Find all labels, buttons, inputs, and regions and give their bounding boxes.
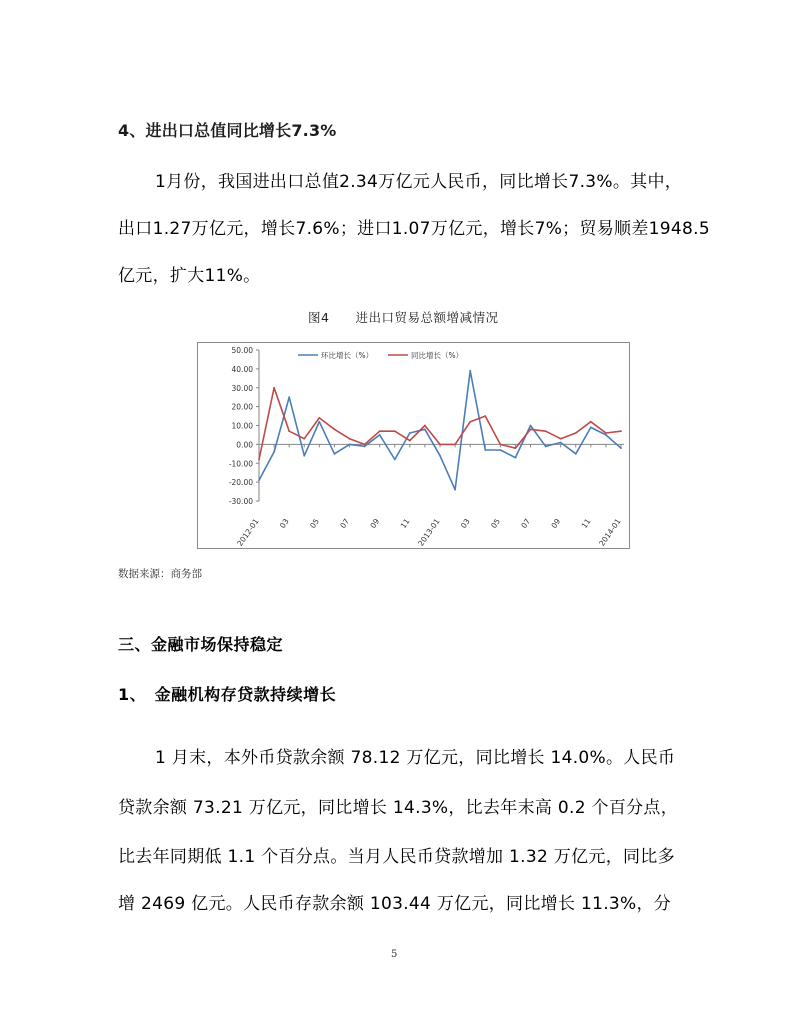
paragraph-line: 1 月末，本外币贷款余额 78.12 万亿元，同比增长 14.0%。人民币 <box>155 748 676 768</box>
data-point <box>575 453 577 455</box>
data-point <box>530 428 532 430</box>
y-tick-label: -30.00 <box>228 497 253 506</box>
data-point <box>303 438 305 440</box>
sub-heading-deposits-loans: 1、 金融机构存贷款持续增长 <box>118 685 337 704</box>
data-point <box>379 434 381 436</box>
data-point <box>454 443 456 445</box>
data-point <box>409 440 411 442</box>
data-point <box>258 459 260 461</box>
data-point <box>379 430 381 432</box>
data-point <box>258 479 260 481</box>
data-point <box>590 426 592 428</box>
x-tick-label: 05 <box>489 516 502 530</box>
y-tick-label: 50.00 <box>231 346 253 355</box>
paragraph-line: 增 2469 亿元。人民币存款余额 103.44 万亿元，同比增长 11.3%，分 <box>118 894 672 914</box>
y-tick-label: 40.00 <box>231 364 253 374</box>
x-tick-label: 03 <box>277 516 291 530</box>
data-point <box>288 396 290 398</box>
x-tick-label: 2014-01 <box>597 516 623 548</box>
data-point <box>318 421 320 423</box>
paragraph-line: 比去年同期低 1.1 个百分点。当月人民币贷款增加 1.32 万亿元，同比多 <box>118 847 675 867</box>
y-tick-label: 20.00 <box>231 402 253 412</box>
page-number: 5 <box>391 949 398 960</box>
data-point <box>499 449 501 451</box>
data-point <box>303 455 305 457</box>
x-tick-label: 07 <box>519 516 533 530</box>
data-point <box>394 459 396 461</box>
data-point <box>439 455 441 457</box>
data-point <box>560 442 562 444</box>
section-heading-finance: 三、金融市场保持稳定 <box>118 635 284 654</box>
data-point <box>620 430 622 432</box>
data-point <box>560 438 562 440</box>
data-point <box>394 430 396 432</box>
y-tick-label: 0.00 <box>236 440 253 450</box>
legend-label: 同比增长（%） <box>411 351 464 360</box>
data-point <box>545 430 547 432</box>
data-point <box>334 453 336 455</box>
data-point <box>424 428 426 430</box>
trade-growth-chart <box>198 343 629 548</box>
x-tick-label: 07 <box>338 516 352 530</box>
y-tick-label: 30.00 <box>231 383 253 393</box>
x-tick-label: 09 <box>549 516 563 530</box>
data-point <box>605 434 607 436</box>
x-tick-label: 05 <box>308 516 321 530</box>
data-point <box>439 443 441 445</box>
x-tick-label: 11 <box>398 516 412 530</box>
data-point <box>454 489 456 491</box>
data-point <box>288 430 290 432</box>
x-tick-label: 09 <box>368 516 382 530</box>
x-tick-label: 03 <box>458 516 472 530</box>
legend-label: 环比增长（%） <box>321 351 374 360</box>
data-point <box>469 370 471 372</box>
paragraph-line: 亿元，扩大11%。 <box>118 266 261 286</box>
series-line-1 <box>259 371 621 490</box>
data-point <box>349 443 351 445</box>
data-point <box>620 447 622 449</box>
data-point <box>424 425 426 427</box>
data-point <box>273 451 275 453</box>
data-point <box>515 447 517 449</box>
paragraph-line: 出口1.27万亿元，增长7.6%；进口1.07万亿元，增长7%；贸易顺差1948.5 <box>118 219 710 239</box>
data-point <box>605 432 607 434</box>
x-tick-label: 2013-01 <box>416 516 442 548</box>
data-point <box>364 445 366 447</box>
data-point <box>273 387 275 389</box>
y-tick-label: -20.00 <box>228 478 253 488</box>
data-point <box>334 428 336 430</box>
data-point <box>575 432 577 434</box>
data-point <box>484 449 486 451</box>
data-point <box>499 443 501 445</box>
data-point <box>349 438 351 440</box>
data-point <box>484 415 486 417</box>
data-point <box>318 417 320 419</box>
data-point <box>409 432 411 434</box>
data-point <box>469 421 471 423</box>
y-tick-label: -10.00 <box>228 459 253 469</box>
series-line-2 <box>259 388 621 460</box>
data-point <box>364 443 366 445</box>
paragraph-line: 1月份，我国进出口总值2.34万亿元人民币，同比增长7.3%。其中， <box>155 172 683 192</box>
figure-caption: 图4 进出口贸易总额增减情况 <box>308 310 499 325</box>
y-tick-label: 10.00 <box>231 421 253 431</box>
data-source: 数据来源：商务部 <box>118 568 202 580</box>
x-tick-label: 2012-01 <box>235 516 261 548</box>
data-point <box>515 457 517 459</box>
section-heading-trade: 4、进出口总值同比增长7.3% <box>118 121 337 140</box>
trade-chart-frame <box>197 342 630 549</box>
data-point <box>590 421 592 423</box>
x-tick-label: 11 <box>579 516 593 530</box>
paragraph-line: 贷款余额 73.21 万亿元，同比增长 14.3%，比去年末高 0.2 个百分点， <box>118 798 679 818</box>
data-point <box>530 425 532 427</box>
data-point <box>545 445 547 447</box>
